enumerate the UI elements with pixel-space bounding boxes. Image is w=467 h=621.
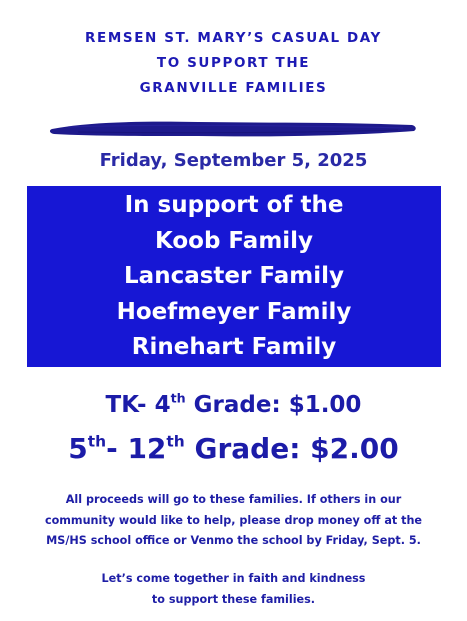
header-line-1: REMSEN ST. MARY’S CASUAL DAY bbox=[85, 30, 382, 46]
family-name: Lancaster Family bbox=[124, 263, 344, 289]
event-date: Friday, September 5, 2025 bbox=[99, 150, 368, 171]
closing-line-1: Let’s come together in faith and kindness bbox=[101, 572, 366, 585]
donation-line-1: All proceeds will go to these families. If others in our bbox=[65, 493, 402, 506]
brush-stroke-icon bbox=[48, 117, 418, 141]
support-intro: In support of the bbox=[124, 192, 344, 218]
family-name: Hoefmeyer Family bbox=[116, 298, 352, 325]
support-banner bbox=[27, 186, 441, 367]
header-line-3: GRANVILLE FAMILIES bbox=[139, 80, 328, 96]
price-tier-2: 5th- 12th Grade: $2.00 bbox=[68, 432, 399, 465]
donation-line-3: MS/HS school office or Venmo the school by Friday, Sept. 5. bbox=[46, 534, 421, 547]
closing-line-2: to support these families. bbox=[151, 593, 316, 606]
family-name: Koob Family bbox=[154, 227, 314, 254]
donation-info bbox=[0, 490, 467, 552]
price-tier-1: TK- 4th Grade: $1.00 bbox=[105, 390, 362, 418]
donation-line-2: community would like to help, please drop money off at the bbox=[44, 513, 423, 527]
header-line-2: TO SUPPORT THE bbox=[156, 55, 311, 71]
flyer-header bbox=[0, 26, 467, 101]
closing-message bbox=[0, 568, 467, 610]
family-name: Rinehart Family bbox=[131, 334, 337, 360]
